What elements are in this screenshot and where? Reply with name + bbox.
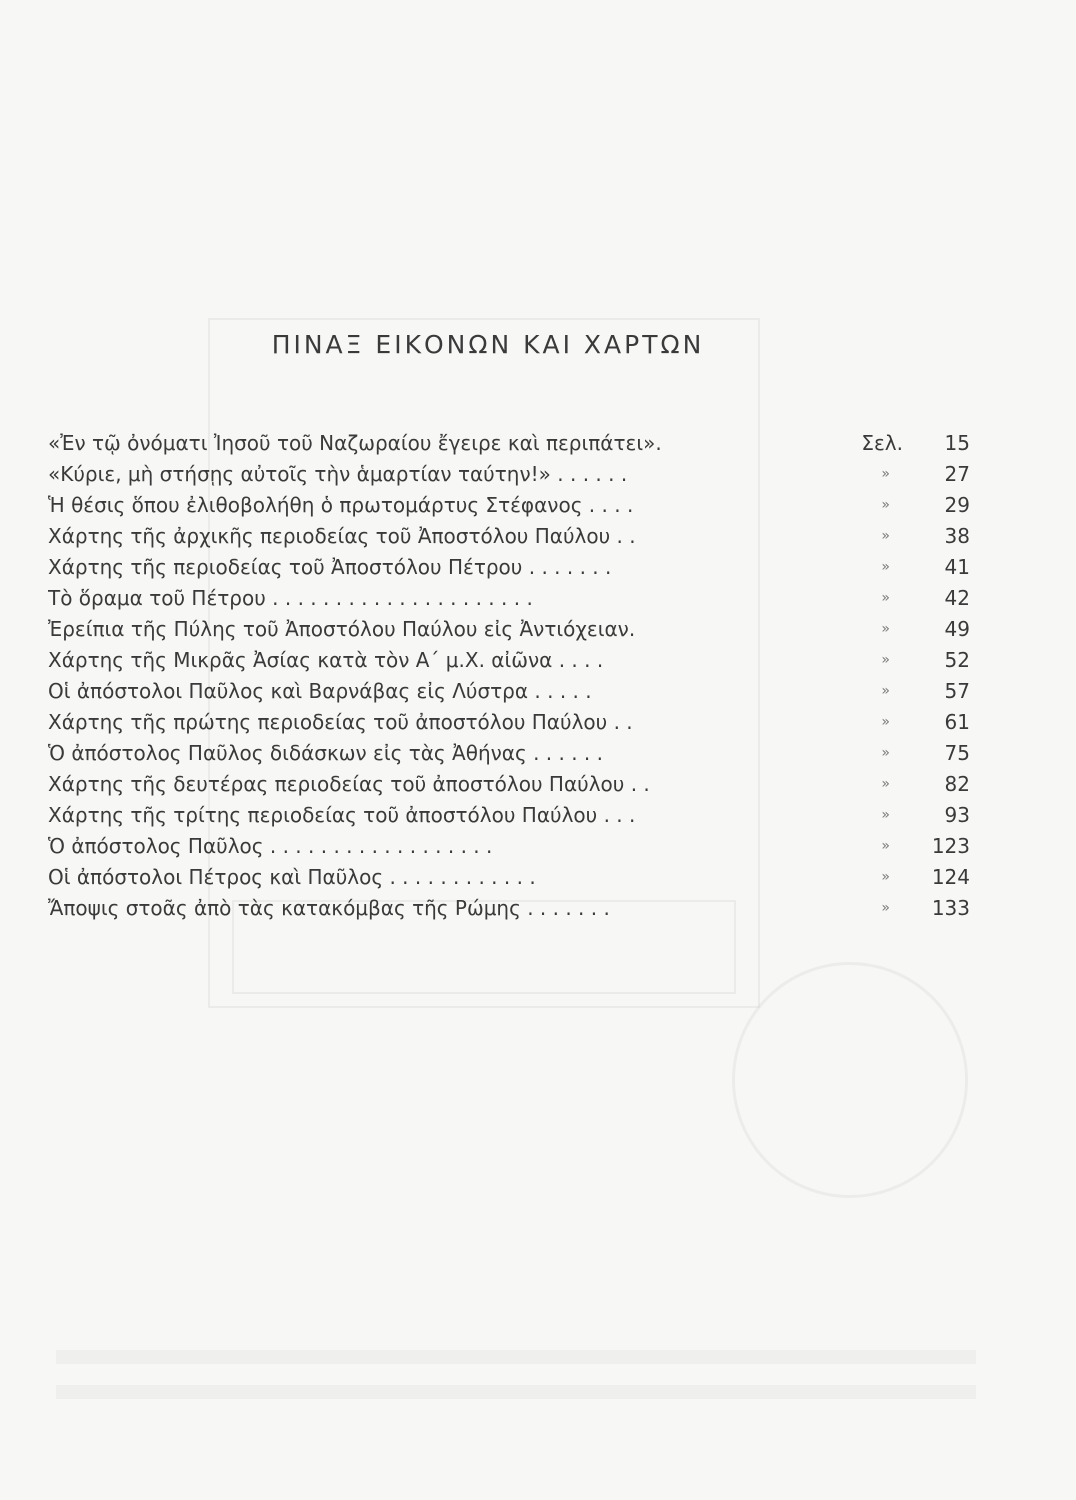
toc-entry [48,893,970,924]
toc-entry-title: Ὁ ἀπόστολος Παῦλος . . . . . . . . . . . . . . . . . . [48,834,493,858]
toc-entry [48,769,970,800]
toc-entry-page-number: 52 [944,648,970,672]
toc-entry-page-number: 15 [944,431,970,455]
toc-entry [48,645,970,676]
toc-entry-title: Χάρτης τῆς Μικρᾶς Ἀσίας κατὰ τὸν Α΄ μ.Χ. αἰῶνα . . . . [48,648,604,672]
toc-entry [48,707,970,738]
toc-entry-page-number: 41 [944,555,970,579]
toc-entry [48,676,970,707]
toc-entry-page-number: 29 [944,493,970,517]
toc-entry [48,862,970,893]
toc-entry-title: Χάρτης τῆς περιοδείας τοῦ Ἀποστόλου Πέτρου . . . . . . . [48,555,612,579]
ditto-mark: » [881,590,890,606]
toc-entry-title: Χάρτης τῆς δευτέρας περιοδείας τοῦ ἀποστόλου Παύλου . . [48,772,650,796]
toc-entry [48,614,970,645]
toc-entry-title: Ἄποψις στοᾶς ἀπὸ τὰς κατακόμβας τῆς Ρώμης . . . . . . . [48,896,610,920]
toc-entry [48,490,970,521]
toc-entry-title: Χάρτης τῆς πρώτης περιοδείας τοῦ ἀποστόλου Παύλου . . [48,710,633,734]
toc-entry-page-number: 93 [944,803,970,827]
toc-entry-title: Χάρτης τῆς ἀρχικῆς περιοδείας τοῦ Ἀποστόλου Παύλου . . [48,524,636,548]
toc-entry-title: «Κύριε, μὴ στήσῃς αὐτοῖς τὴν ἁμαρτίαν ταύτην!» . . . . . . [48,462,628,486]
toc-entry [48,552,970,583]
toc-entry-page-number: 123 [931,834,970,858]
ditto-mark: » [881,559,890,575]
table-of-figures [48,428,970,924]
toc-entry-title: Τὸ ὅραμα τοῦ Πέτρου . . . . . . . . . . . . . . . . . . . . . [48,586,533,610]
toc-entry [48,459,970,490]
ditto-mark: » [881,652,890,668]
ditto-mark: » [881,466,890,482]
toc-entry-page-number: 57 [944,679,970,703]
ditto-mark: » [881,621,890,637]
toc-entry-title: Ἡ θέσις ὅπου ἐλιθοβολήθη ὁ πρωτομάρτυς Στέφανος . . . . [48,493,634,517]
ditto-mark: » [881,838,890,854]
ditto-mark: » [881,745,890,761]
toc-entry-page-number: 75 [944,741,970,765]
bleed-through-line [56,1350,976,1364]
bleed-through-line [56,1385,976,1399]
toc-entry-title: Ἐρείπια τῆς Πύλης τοῦ Ἀποστόλου Παύλου εἰς Ἀντιόχειαν. [48,617,636,641]
ditto-mark: » [881,776,890,792]
toc-entry-title: Οἱ ἀπόστολοι Παῦλος καὶ Βαρνάβας εἰς Λύστρα . . . . . [48,679,592,703]
ditto-mark: » [881,869,890,885]
ditto-mark: » [881,497,890,513]
toc-entry-page-number: 38 [944,524,970,548]
toc-entry-page-number: 124 [931,865,970,889]
toc-entry [48,583,970,614]
toc-entry-page-number: 42 [944,586,970,610]
ditto-mark: » [881,683,890,699]
toc-entry-title: Ὁ ἀπόστολος Παῦλος διδάσκων εἰς τὰς Ἀθήνας . . . . . . [48,741,603,765]
toc-entry-page-number: 133 [931,896,970,920]
toc-entry-page-number: 82 [944,772,970,796]
toc-entry [48,800,970,831]
toc-entry-page-number: 27 [944,462,970,486]
toc-entry-title: «Ἐν τῷ ὀνόματι Ἰησοῦ τοῦ Ναζωραίου ἔγειρε καὶ περιπάτει». [48,431,662,455]
toc-entry-page-number: 49 [944,617,970,641]
ditto-mark: » [881,900,890,916]
toc-entry [48,428,970,459]
toc-entry-title: Χάρτης τῆς τρίτης περιοδείας τοῦ ἀποστόλου Παύλου . . . [48,803,636,827]
page-title: ΠΙΝΑΞ ΕΙΚΟΝΩΝ ΚΑΙ ΧΑΡΤΩΝ [271,330,705,359]
page-abbrev: Σελ. [861,431,903,455]
toc-entry-page-number: 61 [944,710,970,734]
toc-entry [48,521,970,552]
ditto-mark: » [881,714,890,730]
toc-entry [48,831,970,862]
toc-entry-title: Οἱ ἀπόστολοι Πέτρος καὶ Παῦλος . . . . . . . . . . . . [48,865,536,889]
bleed-through-stamp [732,962,968,1198]
ditto-mark: » [881,528,890,544]
ditto-mark: » [881,807,890,823]
toc-entry [48,738,970,769]
